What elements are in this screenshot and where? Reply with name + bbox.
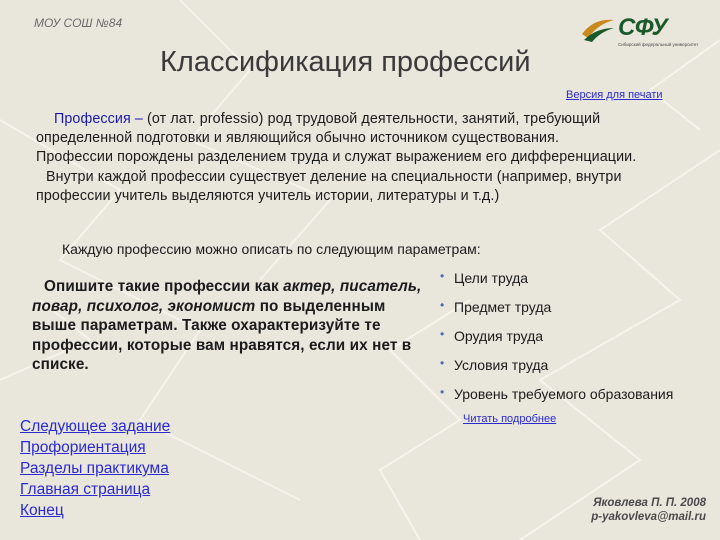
profession-term: Профессия – [54, 111, 143, 127]
end-link[interactable]: Конец [20, 502, 64, 519]
career-guidance-link[interactable]: Профориентация [20, 439, 146, 456]
print-version-link[interactable]: Версия для печати [566, 89, 663, 101]
parameter-item: • Цели труда [440, 269, 529, 286]
read-more-link[interactable]: Читать подробнее [463, 413, 557, 425]
bullet-icon: • [440, 269, 445, 283]
parameter-item: • Предмет труда [440, 298, 552, 315]
author-email: p-yakovleva@mail.ru [591, 511, 706, 523]
home-page-link[interactable]: Главная страница [20, 481, 151, 498]
task-rest: по выделенным выше параметрам. Также охарактеризуйте те профессии, которые вам нравятся, если их нет в списке. [32, 297, 412, 373]
workshop-sections-link[interactable]: Разделы практикума [20, 460, 169, 477]
logo-subtitle: Сибирский федеральный университет [618, 42, 699, 47]
bullet-icon: • [440, 327, 445, 341]
parameter-item: • Уровень требуемого образования [440, 385, 674, 402]
specialties-text: Внутри каждой профессии существует деление на специальности (например, внутри профессии учитель выделяются учитель истории, литературы и т.д.) [36, 168, 622, 204]
author-name: Яковлева П. П. 2008 [593, 497, 706, 509]
definition-text [36, 110, 696, 206]
logo-swoosh-icon [580, 14, 616, 42]
bullet-icon: • [440, 356, 445, 370]
division-of-labor-text: Профессии порождены разделением труда и служат выражением его дифференциации. [36, 149, 637, 166]
navigation-links [20, 416, 170, 521]
bullet-icon: • [440, 385, 445, 399]
bullet-icon: • [440, 298, 445, 312]
profession-definition: (от лат. professio) род трудовой деятельности, занятий, требующий определенной подготовки и являющийся обычно источником существования. [36, 111, 601, 147]
school-name: МОУ СОШ №84 [34, 16, 123, 30]
parameter-item: • Орудия труда [440, 327, 544, 344]
task-text [32, 277, 424, 375]
task-lead: Опишите такие профессии как [44, 278, 284, 295]
next-task-link[interactable]: Следующее задание [20, 418, 171, 435]
parameter-item: • Условия труда [440, 356, 549, 373]
logo-text: СФУ [618, 14, 668, 41]
parameters-list [440, 270, 673, 415]
task-professions: актер, писатель, повар, психолог, экономист [32, 278, 422, 315]
author-info [560, 496, 706, 524]
university-logo [580, 14, 710, 50]
page-title: Классификация профессий [160, 46, 531, 78]
parameters-intro: Каждую профессию можно описать по следующим параметрам: [62, 241, 481, 257]
